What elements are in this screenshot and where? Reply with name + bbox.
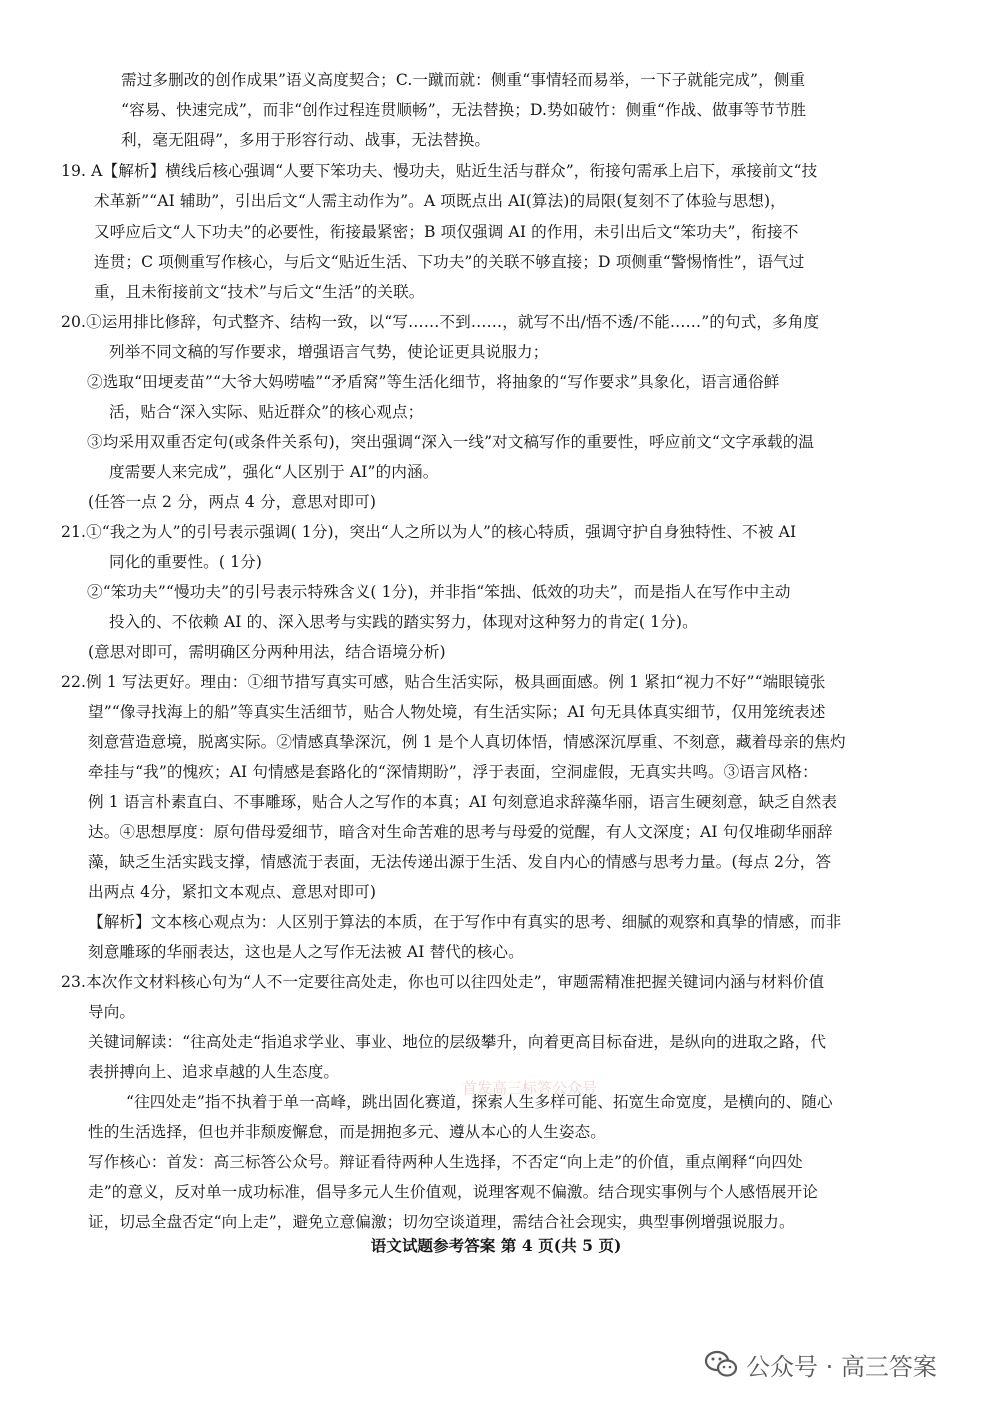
text-line: 望”“像寻找海上的船”等真实生活细节，贴合人物处境，有生活实际；AI 句无具体真实细节，仅用笼统表述 — [88, 703, 826, 721]
text-line: 活，贴合“深入实际、贴近群众”的核心观点； — [109, 403, 424, 421]
text-line: 表拼搏向上、追求卓越的人生态度。 — [88, 1063, 340, 1081]
text-line: (任答一点 2 分，两点 4 分，意思对即可) — [88, 493, 377, 511]
text-line: 导向。 — [88, 1003, 136, 1021]
text-line: ②选取“田埂麦苗”“大爷大妈唠嗑”“矛盾窝”等生活化细节，将抽象的“写作要求”具象化，语言通俗鲜 — [87, 373, 780, 391]
text-line: 利，毫无阻碍”，多用于形容行动、战事，无法替换。 — [121, 131, 491, 149]
text-line: 【解析】文本核心观点为：人区别于算法的本质，在于写作中有真实的思考、细腻的观察和真挚的情感，而非 — [88, 913, 842, 931]
text-line: 20.①运用排比修辞，句式整齐、结构一致，以“写……不到……，就写不出/悟不透/不能……”的句式，多角度 — [61, 313, 820, 331]
watermark: 首发高三标答公众号 — [462, 1079, 598, 1097]
text-line: 同化的重要性。( 1分) — [109, 553, 262, 571]
text-line: 度需要人来完成”，强化“人区别于 AI”的内涵。 — [109, 463, 439, 481]
text-line: (意思对即可，需明确区分两种用法，结合语境分析) — [88, 643, 446, 661]
text-line: 达。④思想厚度：原句借母爱细节，暗含对生命苦难的思考与母爱的觉醒，有人文深度；AI 句仅堆砌华丽辞 — [88, 823, 833, 841]
text-line: 需过多删改的创作成果”语义高度契合；C.一蹴而就：侧重“事情轻而易举，一下子就能完成”，侧重 — [121, 71, 806, 89]
text-line: 19. A【解析】横线后核心强调“人要下笨功夫、慢功夫，贴近生活与群众”，衔接句需承上启下，承接前文“技 — [61, 162, 818, 180]
wechat-icon — [704, 1349, 738, 1379]
text-line: 23.本次作文材料核心句为“人不一定要往高处走，你也可以往四处走”，审题需精准把握关键词内涵与材料价值 — [61, 973, 825, 991]
text-line: 关键词解读：“往高处走“指追求学业、事业、地位的层级攀升，向着更高目标奋进，是纵向的进取之路，代 — [88, 1033, 827, 1051]
text-line: “容易、快速完成”，而非“创作过程连贯顺畅”，无法替换；D.势如破竹：侧重“作战、做事等节节胜 — [121, 101, 807, 119]
text-line: ②“笨功夫”“慢功夫”的引号表示特殊含义( 1分)，并非指“笨拙、低效的功夫”，而是指人在写作中主动 — [87, 583, 791, 601]
text-line: 列举不同文稿的写作要求，增强语言气势，使论证更具说服力； — [109, 343, 549, 361]
text-line: 术革新”“AI 辅助”，引出后文“人需主动作为”。A 项既点出 AI(算法)的局限(复刻不了体验与思想)， — [94, 192, 786, 210]
text-line: 刻意雕琢的华丽表达，这也是人之写作无法被 AI 替代的核心。 — [88, 943, 524, 961]
text-line: 例 1 语言朴素直白、不事雕琢，贴合人之写作的本真；AI 句刻意追求辞藻华丽，语言生硬刻意，缺乏自然表 — [88, 793, 838, 811]
text-line: 走”的意义，反对单一成功标准，倡导多元人生价值观，说理客观不偏激。结合现实事例与个人感悟展开论 — [88, 1183, 818, 1201]
text-line: 21.①“我之为人”的引号表示强调( 1分)，突出“人之所以为人”的核心特质，强调守护自身独特性、不被 AI — [61, 523, 797, 541]
page-footer: 语文试题参考答案 第 4 页(共 5 页) — [370, 1236, 622, 1255]
text-line: ③均采用双重否定句(或条件关系句)，突出强调“深入一线”对文稿写作的重要性，呼应前文“文字承载的温 — [87, 433, 815, 451]
text-line: 证，切忌全盘否定“向上走”，避免立意偏激；切勿空谈道理，需结合社会现实，典型事例增强说服力。 — [88, 1213, 795, 1231]
wechat-brand — [704, 1346, 937, 1382]
text-line: 出两点 4分，紧扣文本观点、意思对即可) — [88, 883, 377, 901]
text-line: 性的生活选择，但也并非颓废懈怠，而是拥抱多元、遵从本心的人生姿态。 — [88, 1123, 606, 1141]
text-line: 投入的、不依赖 AI 的、深入思考与实践的踏实努力，体现对这种努力的肯定( 1分)。 — [109, 613, 698, 631]
brand-label: 公众号 · 高三答案 — [746, 1352, 937, 1381]
text-line: 又呼应后文“人下功夫”的必要性，衔接最紧密；B 项仅强调 AI 的作用，未引出后文“笨功夫”，衔接不 — [94, 223, 799, 241]
text-line: “往四处走”指不执着于单一高峰，跳出固化赛道，探索人生多样可能、拓宽生命宽度，是横向的、随心 — [126, 1093, 833, 1111]
text-line: 写作核心：首发：高三标答公众号。辩证看待两种人生选择，不否定“向上走”的价值，重点阐释“向四处 — [88, 1153, 803, 1171]
text-line: 藻，缺乏生活实践支撑，情感流于表面，无法传递出源于生活、发自内心的情感与思考力量。(每点 2分，答 — [88, 853, 832, 871]
text-line: 重，且未衔接前文“技术”与后文“生活”的关联。 — [94, 283, 425, 301]
text-line: 连贯；C 项侧重写作核心，与后文“贴近生活、下功夫”的关联不够直接；D 项侧重“警惕惰性”，语气过 — [94, 253, 805, 271]
text-line: 22.例 1 写法更好。理由：①细节措写真实可感，贴合生活实际，极具画面感。例 1 紧扣“视力不好”“端眼镜张 — [61, 673, 826, 691]
text-line: 刻意营造意境，脱离实际。②情感真挚深沉，例 1 是个人真切体悟，情感深沉厚重、不刻意，藏着母亲的焦灼 — [88, 733, 846, 751]
text-line: 牵挂与“我”的愧疚；AI 句情感是套路化的“深情期盼”，浮于表面，空洞虚假，无真实共鸣。③语言风格： — [88, 763, 818, 781]
